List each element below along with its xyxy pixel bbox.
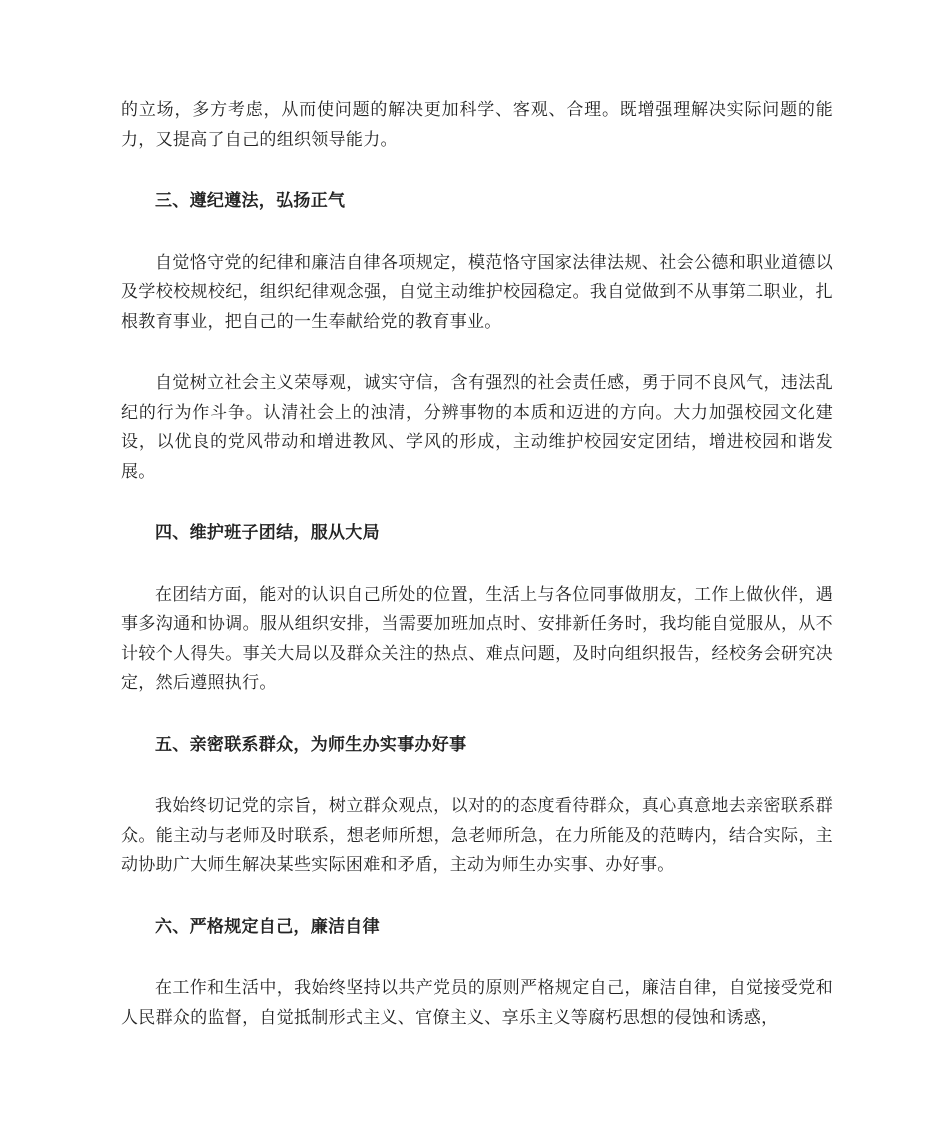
paragraph-truncated: 在工作和生活中，我始终坚持以共产党员的原则严格规定自己，廉洁自律，自觉接受党和人民群众的监督，自觉抵制形式主义、官僚主义、享乐主义等腐朽思想的侵蚀和诱惑， (121, 978, 833, 1028)
section-heading-3: 三、遵纪遵法，弘扬正气 (155, 191, 346, 211)
paragraph: 在团结方面，能对的认识自己所处的位置，生活上与各位同事做朋友，工作上做伙伴，遇事多沟通和协调。服从组织安排，当需要加班加点时、安排新任务时，我均能自觉服从，从不计较个人得失。事关大局以及群众关注的热点、难点问题，及时向组织报告，经校务会研究决定，然后遵照执行。 (121, 584, 833, 693)
paragraph: 自觉恪守党的纪律和廉洁自律各项规定，模范恪守国家法律法规、社会公德和职业道德以及学校校规校纪，组织纪律观念强，自觉主动维护校园稳定。我自觉做到不从事第二职业，扎根教育事业，把自己的一生奉献给党的教育事业。 (121, 252, 833, 332)
section-heading-6: 六、严格规定自己，廉洁自律 (155, 916, 380, 937)
section-heading-5: 五、亲密联系群众，为师生办实事办好事 (155, 734, 467, 755)
paragraph: 我始终切记党的宗旨，树立群众观点，以对的的态度看待群众，真心真意地去亲密联系群众。能主动与老师及时联系，想老师所想，急老师所急，在力所能及的范畴内，结合实际，主动协助广大师生解决某些实际困难和矛盾，主动为师生办实事、办好事。 (121, 796, 833, 875)
paragraph: 自觉树立社会主义荣辱观，诚实守信，含有强烈的社会责任感，勇于同不良风气，违法乱纪的行为作斗争。认清社会上的浊清，分辨事物的本质和迈进的方向。大力加强校园文化建设，以优良的党风带动和增进教风、学风的形成，主动维护校园安定团结，增进校园和谐发展。 (121, 373, 833, 482)
section-heading-4: 四、维护班子团结，服从大局 (155, 523, 380, 543)
paragraph-continued: 的立场，多方考虑，从而使问题的解决更加科学、客观、合理。既增强理解决实际问题的能力，又提高了自己的组织领导能力。 (121, 100, 833, 150)
document-body (121, 96, 833, 1065)
